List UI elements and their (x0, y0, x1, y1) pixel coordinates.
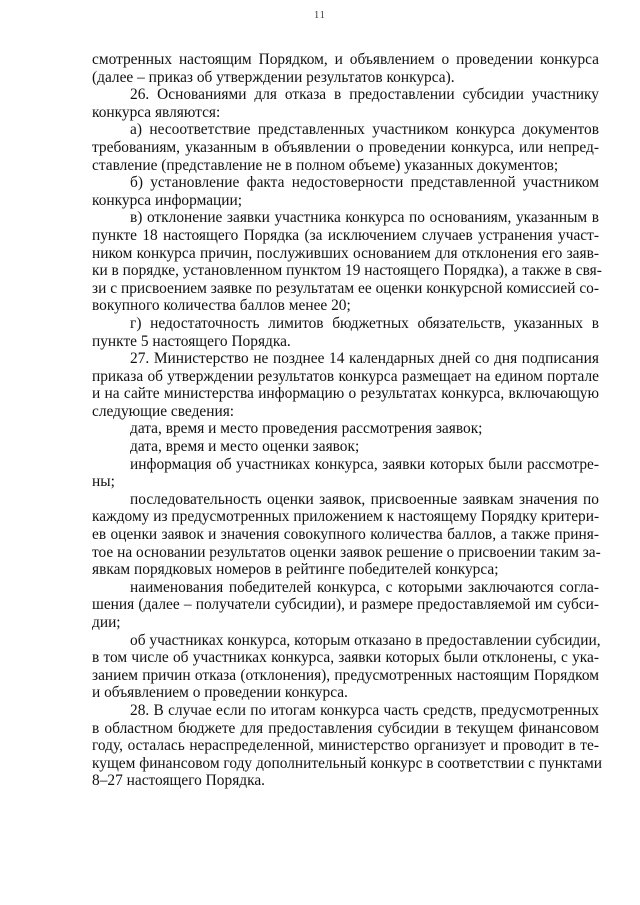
paragraph-p26c (92, 209, 602, 315)
text-line: и на сайте министерства информацию о результатах конкурса, включающую (92, 385, 599, 403)
text-line: занием причин отказа (отклонения), предусмотренных настоящим Порядком (92, 666, 599, 684)
text-line: 28. В случае если по итогам конкурса часть средств, предусмотренных (130, 701, 599, 719)
paragraph-p27-6 (92, 632, 599, 702)
paragraph-p-cont (92, 51, 599, 86)
text-line: пункте 5 настоящего Порядка. (92, 332, 291, 350)
text-line: приказа об утверждении результатов конкурса размещает на едином портале (92, 367, 599, 385)
text-line: дата, время и место проведения рассмотрения заявок; (130, 420, 483, 438)
text-line: ны; (92, 473, 115, 491)
paragraph-p26b (92, 174, 599, 209)
paragraph-p27 (92, 350, 599, 420)
text-line: шения (далее – получатели субсидии), и размере предоставляемой им субси- (92, 596, 599, 614)
text-line: а) несоответствие представленных участником конкурса документов (130, 121, 599, 139)
paragraph-p28 (92, 701, 603, 790)
paragraph-p26a (92, 121, 599, 174)
text-line: информация об участниках конкурса, заявки которых были рассмотре- (130, 455, 599, 473)
text-line: ставление (представление не в полном объеме) указанных документов; (92, 156, 559, 174)
text-line: в том числе об участниках конкурса, заявки которых были отклонены, с ука- (92, 649, 599, 667)
text-line: дата, время и место оценки заявок; (130, 438, 360, 456)
text-line: последовательность оценки заявок, присвоенные заявкам значения по (130, 490, 599, 508)
text-line: явкам порядковых номеров в рейтинге победителей конкурса; (92, 561, 499, 579)
document-body (92, 51, 603, 790)
paragraph-p26 (92, 86, 599, 121)
text-line: в областном бюджете для предоставления субсидии в текущем финансовом (92, 719, 599, 737)
paragraph-p27-1 (92, 420, 599, 438)
text-line: кущем финансовом году дополнительный конкурс в соответствии с пунктами (92, 754, 603, 772)
text-line: следующие сведения: (92, 402, 235, 420)
text-line: году, осталась нераспределенной, министерство организует и проводит в те- (92, 737, 599, 755)
text-line: в) отклонение заявки участника конкурса по основаниям, указанным в (130, 209, 599, 227)
paragraph-p27-5 (92, 579, 599, 632)
text-line: смотренных настоящим Порядком, и объявлением о проведении конкурса (92, 51, 599, 68)
text-line: 8–27 настоящего Порядка. (92, 772, 266, 790)
text-line: тое на основании результатов оценки заявок решение о присвоении таким за- (92, 543, 601, 561)
text-line: 27. Министерство не позднее 14 календарных дней со дня подписания (130, 350, 599, 368)
paragraph-p27-2 (92, 438, 599, 456)
paragraph-p27-4 (92, 491, 599, 579)
text-line: (далее – приказ об утверждении результатов конкурса). (92, 68, 455, 86)
text-line: ев оценки заявок и значения совокупного количества баллов, а также приня- (92, 526, 599, 544)
text-line: наименования победителей конкурса, с которыми заключаются согла- (130, 578, 599, 596)
text-line: об участниках конкурса, которым отказано в предоставлении субсидии, (130, 631, 601, 649)
text-line: ником конкурса причин, послуживших основанием для отклонения его заяв- (92, 244, 599, 262)
text-line: пункте 18 настоящего Порядка (за исключением случаев устранения участ- (92, 226, 599, 244)
text-line: каждому из предусмотренных приложением к настоящему Порядку критери- (92, 508, 600, 526)
text-line: дии; (92, 614, 121, 631)
paragraph-p26d (92, 315, 599, 350)
text-line: г) недостаточность лимитов бюджетных обязательств, указанных в (130, 314, 599, 332)
paragraph-p27-3 (92, 456, 599, 491)
text-line: ки в порядке, установленном пунктом 19 настоящего Порядка), а также в свя- (92, 262, 602, 280)
text-line: б) установление факта недостоверности представленной участником (130, 174, 599, 192)
text-line: конкурса информации; (92, 191, 243, 209)
page-number: 11 (314, 10, 326, 21)
text-line: требованиям, указанным в объявлении о проведении конкурса, или непред- (92, 138, 599, 156)
text-line: вокупного количества баллов менее 20; (92, 297, 351, 315)
text-line: зи с присвоением заявке по результатам ее оценки конкурсной комиссией со- (92, 279, 599, 297)
text-line: конкурса являются: (92, 103, 221, 121)
text-line: 26. Основаниями для отказа в предоставлении субсидии участнику (130, 86, 599, 104)
text-line: и объявлением о проведении конкурса. (92, 684, 348, 702)
